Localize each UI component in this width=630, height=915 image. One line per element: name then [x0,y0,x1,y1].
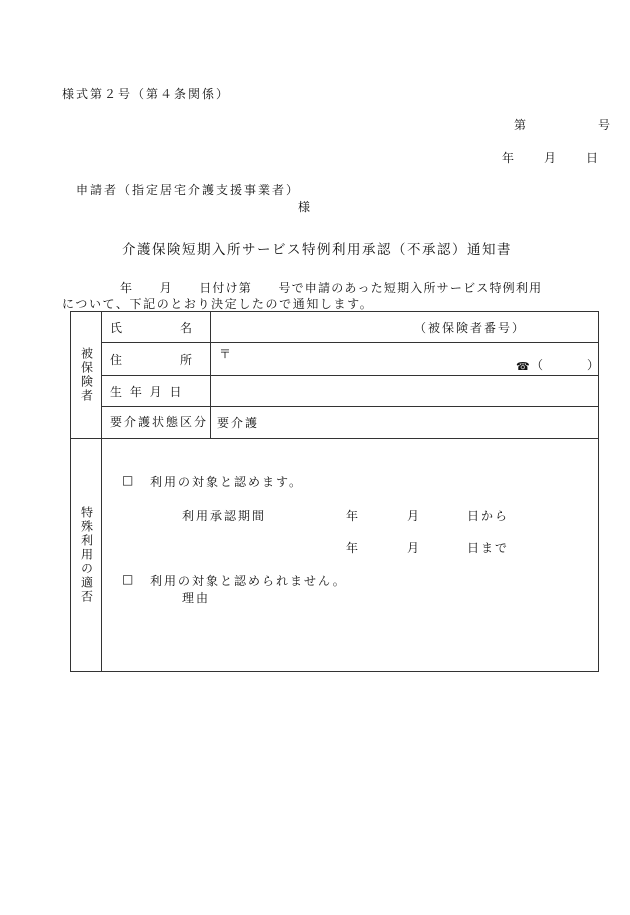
to-day: 日まで [467,541,510,555]
document-number: 第 号 [514,118,613,132]
body-line-1: 年 月 日付け第 号で申請のあった短期入所サービス特例利用 [120,281,543,295]
insured-number-label: （被保険者番号） [413,320,526,335]
honorific: 様 [298,200,313,214]
reason-label: 理由 [182,591,211,605]
approve-text: 利用の対象と認めます。 [150,475,304,489]
phone-icon: ☎ [516,360,532,373]
form-id: 様式第２号（第４条関係） [62,87,231,101]
from-year: 年 [346,509,361,523]
postal-mark: 〒 [219,347,234,361]
address-field[interactable] [211,343,602,376]
to-month: 月 [407,541,422,555]
to-year: 年 [346,541,361,555]
special-use-decision [102,439,599,672]
document-title: 介護保険短期入所サービス特例利用承認（不承認）通知書 [122,242,512,258]
body-line-2: について、下記のとおり決定したので通知します。 [62,297,374,311]
birth-date-label: 生 年 月 日 [102,376,211,407]
approve-checkbox[interactable]: □ [122,473,136,487]
care-level-value: 要介護 [217,416,260,430]
phone-parens: （ ） [531,358,602,372]
special-use-section-label: 特殊利用の適否 [71,439,102,672]
name-field[interactable] [211,312,599,343]
deny-text: 利用の対象と認められません。 [150,574,347,588]
name-label: 氏 名 [102,312,211,343]
insured-section-label: 被保険者 [71,312,102,439]
issue-date: 年 月 日 [502,151,601,165]
address-label: 住 所 [102,343,211,376]
care-level-label: 要介護状態区分 [102,407,211,439]
notice-table [70,311,602,672]
birth-date-field[interactable] [211,376,599,407]
deny-checkbox[interactable]: □ [122,572,136,586]
recipient: 申請者（指定居宅介護支援事業者） [76,183,301,197]
from-day: 日から [467,509,510,523]
care-level-field[interactable] [211,407,599,439]
from-month: 月 [407,509,422,523]
period-label: 利用承認期間 [182,509,267,523]
